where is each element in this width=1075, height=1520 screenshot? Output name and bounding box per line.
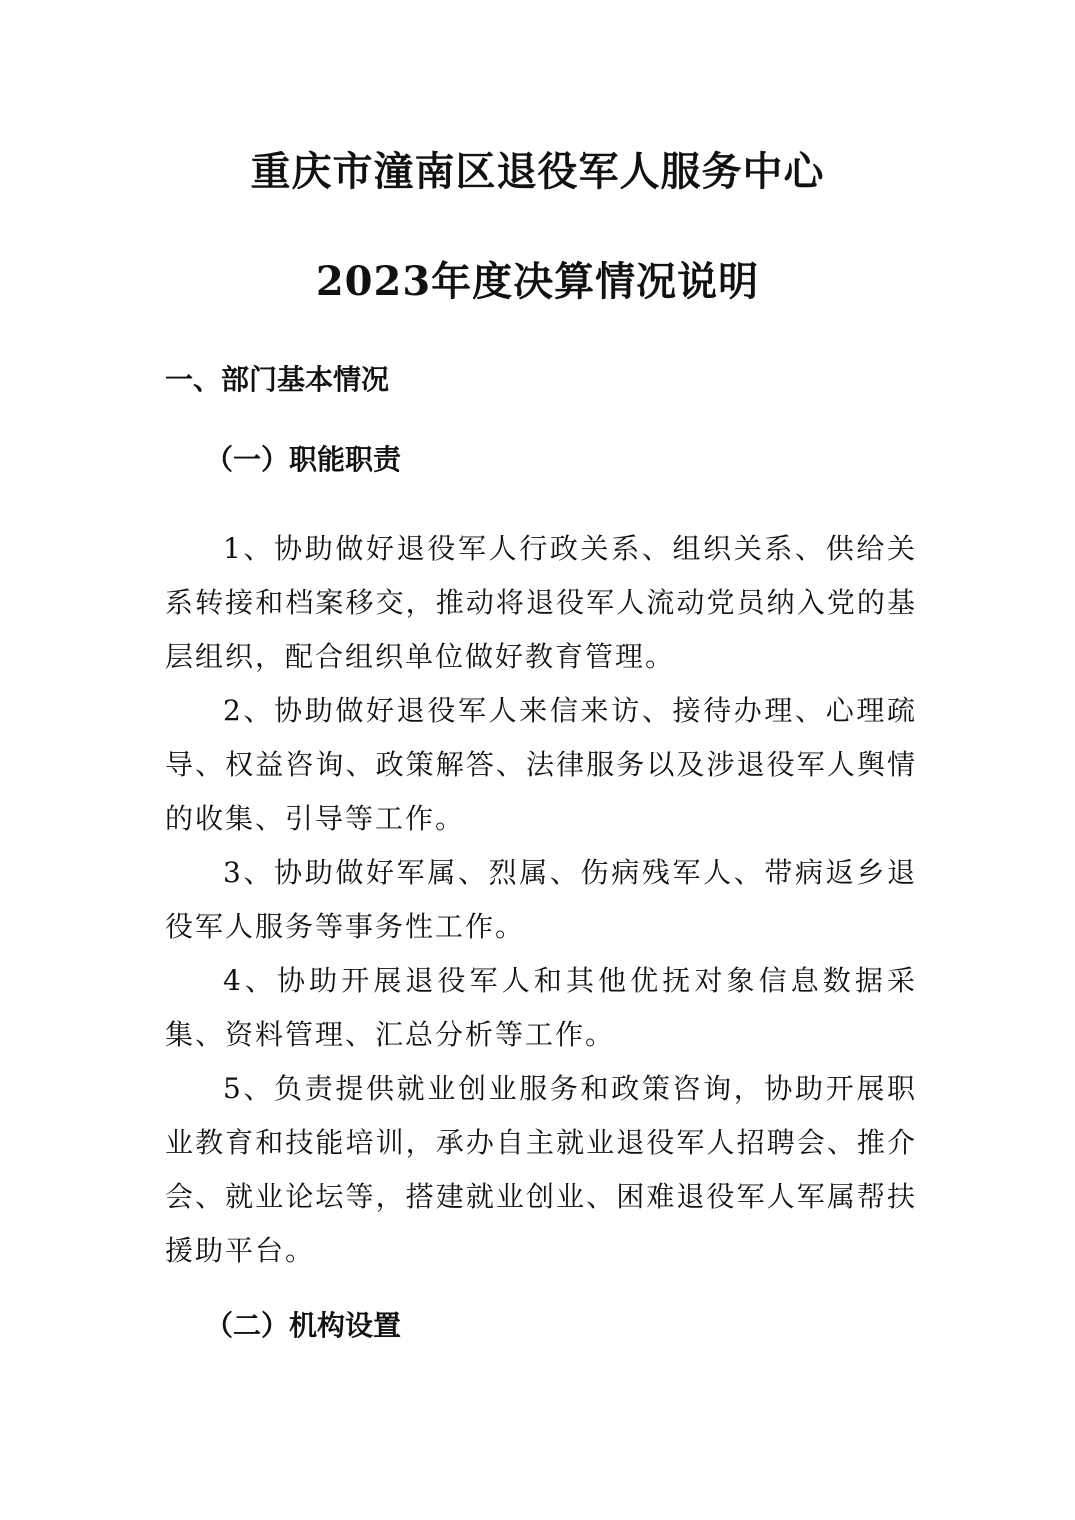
paragraph-item-5: 5、负责提供就业创业服务和政策咨询，协助开展职业教育和技能培训，承办自主就业退役军人招聘会、推介会、就业论坛等，搭建就业创业、困难退役军人军属帮扶援助平台。	[165, 1072, 917, 1267]
subsection-heading-functions: （一）职能职责	[205, 443, 402, 476]
section-heading-basic-info: 一、部门基本情况	[165, 363, 390, 396]
subsection-heading-organization: （二）机构设置	[205, 1309, 402, 1342]
paragraph-item-4: 4、协助开展退役军人和其他优抚对象信息数据采集、资料管理、汇总分析等工作。	[165, 964, 917, 1051]
paragraph-item-1: 1、协助做好退役军人行政关系、组织关系、供给关系转接和档案移交，推动将退役军人流动党员纳入党的基层组织，配合组织单位做好教育管理。	[165, 532, 917, 673]
document-title-line2: 2023年度决算情况说明	[315, 258, 760, 305]
paragraph-item-2: 2、协助做好退役军人来信来访、接待办理、心理疏导、权益咨询、政策解答、法律服务以及涉退役军人舆情的收集、引导等工作。	[165, 694, 917, 835]
paragraph-item-3: 3、协助做好军属、烈属、伤病残军人、带病返乡退役军人服务等事务性工作。	[165, 856, 917, 943]
document-title-line1: 重庆市潼南区退役军人服务中心	[250, 148, 825, 195]
